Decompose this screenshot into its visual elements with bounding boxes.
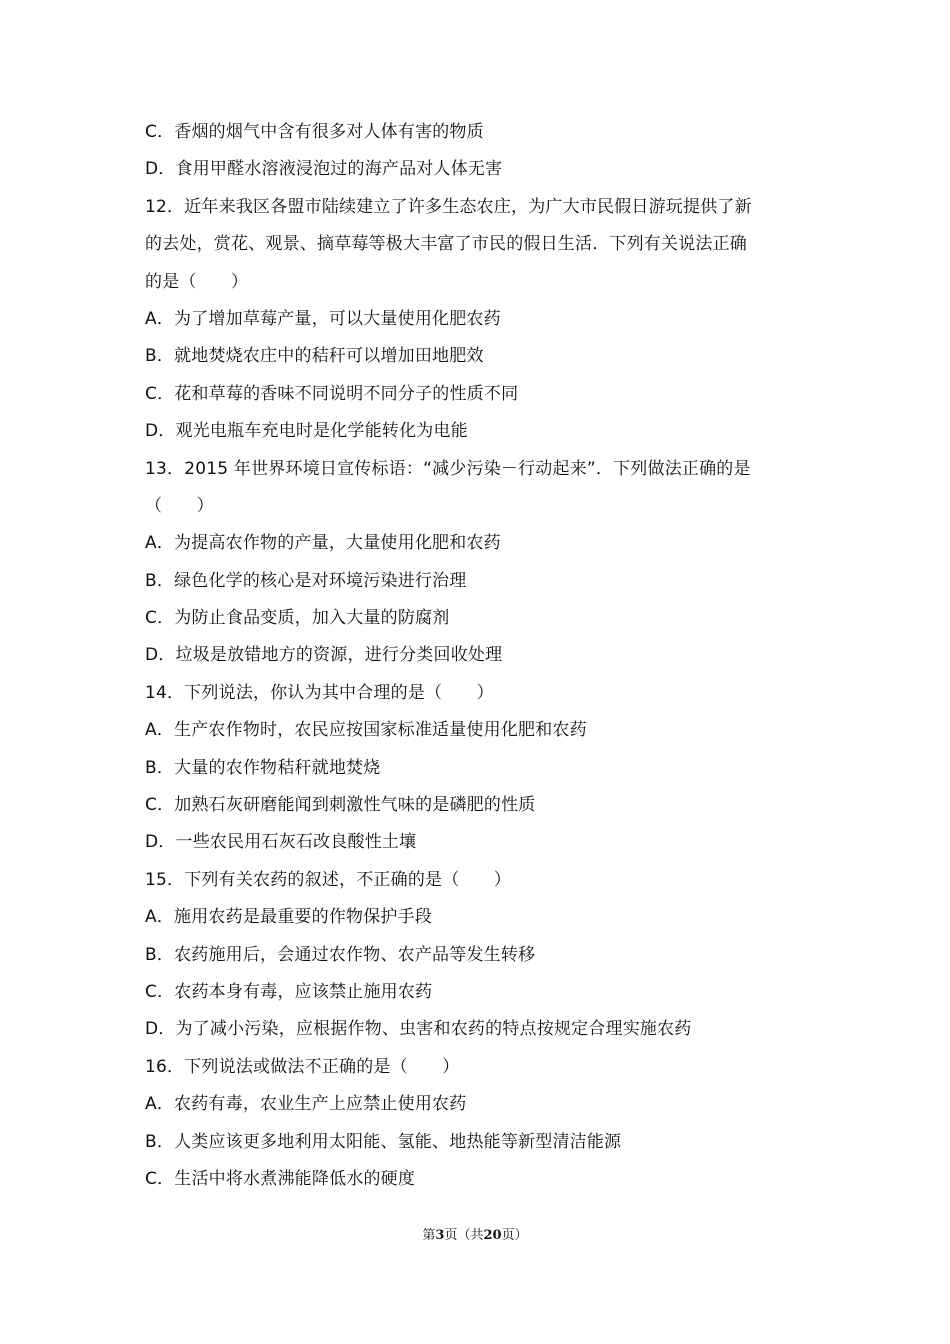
footer-total-pages: 20	[483, 1228, 502, 1243]
footer-prefix: 第	[422, 1228, 436, 1243]
option-line: A．农药有毒，农业生产上应禁止使用农药	[145, 1094, 467, 1115]
option-line: B．就地焚烧农庄中的秸秆可以增加田地肥效	[145, 346, 484, 367]
option-line: B．农药施用后，会通过农作物、农产品等发生转移	[145, 944, 536, 965]
text-line: D．食用甲醛水溶液浸泡过的海产品对人体无害	[145, 159, 503, 180]
text-line: C．香烟的烟气中含有很多对人体有害的物质	[145, 122, 484, 142]
option-line: A．为了增加草莓产量，可以大量使用化肥农药	[145, 308, 501, 329]
text-line: 的是（ ）	[145, 271, 249, 292]
question-13-line: 13．2015 年世界环境日宣传标语：“减少污染－行动起来”．下列做法正确的是	[145, 458, 751, 479]
question-14-line: 14．下列说法，你认为其中合理的是（ ）	[145, 682, 494, 703]
option-line: A．生产农作物时，农民应按国家标准适量使用化肥和农药	[145, 720, 587, 741]
option-line: D．观光电瓶车充电时是化学能转化为电能	[145, 421, 468, 442]
text-line: 的去处，赏花、观景、摘草莓等极大丰富了市民的假日生活．下列有关说法正确	[145, 234, 747, 255]
option-line: A．为提高农作物的产量，大量使用化肥和农药	[145, 533, 501, 554]
question-15-line: 15．下列有关农药的叙述，不正确的是（ ）	[145, 869, 512, 890]
footer-page-number: 3	[435, 1228, 445, 1243]
option-line: D．垃圾是放错地方的资源，进行分类回收处理	[145, 645, 503, 666]
question-12-line: 12．近年来我区各盟市陆续建立了许多生态农庄，为广大市民假日游玩提供了新	[145, 196, 752, 217]
option-line: A．施用农药是最重要的作物保护手段	[145, 907, 433, 928]
option-line: C．为防止食品变质，加入大量的防腐剂	[145, 608, 450, 629]
text-line: （ ）	[145, 495, 214, 516]
option-line: B．绿色化学的核心是对环境污染进行治理	[145, 570, 467, 591]
option-line: C．花和草莓的香味不同说明不同分子的性质不同	[145, 383, 519, 404]
option-line: C．生活中将水煮沸能降低水的硬度	[145, 1168, 416, 1189]
option-line: D．为了减小污染，应根据作物、虫害和农药的特点按规定合理实施农药	[145, 1019, 692, 1040]
option-line: D．一些农民用石灰石改良酸性土壤	[145, 832, 417, 853]
option-line: B．人类应该更多地利用太阳能、氢能、地热能等新型清洁能源	[145, 1131, 622, 1152]
option-line: C．农药本身有毒，应该禁止施用农药	[145, 981, 433, 1002]
question-16-line: 16．下列说法或做法不正确的是（ ）	[145, 1056, 460, 1077]
footer-middle: 页（共	[444, 1228, 484, 1243]
question-content	[145, 114, 810, 1198]
page-footer	[0, 1226, 950, 1246]
option-line: B．大量的农作物秸秆就地焚烧	[145, 757, 381, 778]
option-line: C．加熟石灰研磨能闻到刺激性气味的是磷肥的性质	[145, 795, 536, 816]
footer-suffix: 页）	[501, 1228, 528, 1243]
